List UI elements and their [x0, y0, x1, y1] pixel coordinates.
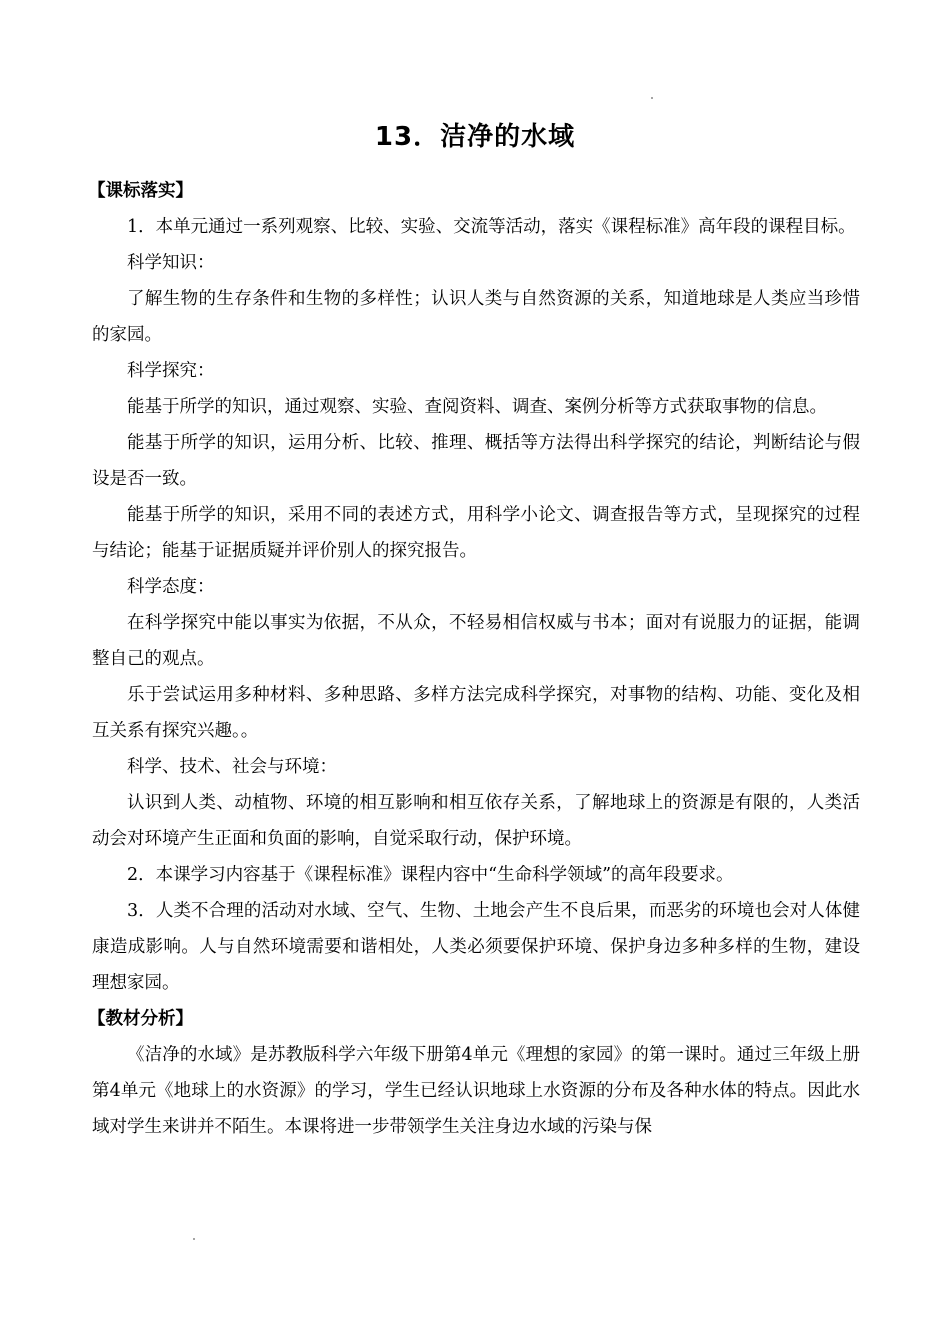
paragraph: 3．人类不合理的活动对水域、空气、生物、土地会产生不良后果，而恶劣的环境也会对人体健康造成影响。人与自然环境需要和谐相处，人类必须要保护环境、保护身边多种多样的生物，建设理想家园。	[92, 901, 860, 993]
document-body	[88, 173, 860, 1145]
paragraph: 了解生物的生存条件和生物的多样性；认识人类与自然资源的关系，知道地球是人类应当珍惜的家园。	[92, 289, 860, 345]
paragraph: 在科学探究中能以事实为依据，不从众，不轻易相信权威与书本；面对有说服力的证据，能调整自己的观点。	[92, 613, 860, 669]
page-title: 13．洁净的水域	[374, 122, 576, 152]
paragraph: 科学态度：	[127, 577, 215, 597]
paragraph: 科学知识：	[127, 253, 215, 273]
paragraph: 《洁净的水域》是苏教版科学六年级下册第4单元《理想的家园》的第一课时。通过三年级上册第4单元《地球上的水资源》的学习，学生已经认识地球上水资源的分布及各种水体的特点。因此水域对学生来讲并不陌生。本课将进一步带领学生关注身边水域的污染与保	[92, 1045, 860, 1137]
paragraph: 科学、技术、社会与环境：	[127, 757, 337, 777]
speck-mark	[651, 97, 653, 99]
paragraph: 1．本单元通过一系列观察、比较、实验、交流等活动，落实《课程标准》高年段的课程目标。	[127, 217, 856, 237]
section-heading-textbook-analysis: 【教材分析】	[88, 1009, 193, 1029]
paragraph: 能基于所学的知识，通过观察、实验、查阅资料、调查、案例分析等方式获取事物的信息。	[127, 397, 827, 417]
paragraph: 科学探究：	[127, 361, 215, 381]
paragraph: 乐于尝试运用多种材料、多种思路、多样方法完成科学探究，对事物的结构、功能、变化及相互关系有探究兴趣。。	[92, 685, 860, 741]
section-heading-curriculum: 【课标落实】	[88, 181, 193, 201]
paragraph: 2．本课学习内容基于《课程标准》课程内容中“生命科学领域”的高年段要求。	[127, 865, 734, 885]
paragraph: 能基于所学的知识，采用不同的表述方式，用科学小论文、调查报告等方式，呈现探究的过程与结论；能基于证据质疑并评价别人的探究报告。	[92, 505, 860, 561]
paragraph: 能基于所学的知识，运用分析、比较、推理、概括等方法得出科学探究的结论，判断结论与假设是否一致。	[92, 433, 860, 489]
paragraph: 认识到人类、动植物、环境的相互影响和相互依存关系，了解地球上的资源是有限的，人类活动会对环境产生正面和负面的影响，自觉采取行动，保护环境。	[92, 793, 860, 849]
speck-mark	[193, 1238, 195, 1240]
